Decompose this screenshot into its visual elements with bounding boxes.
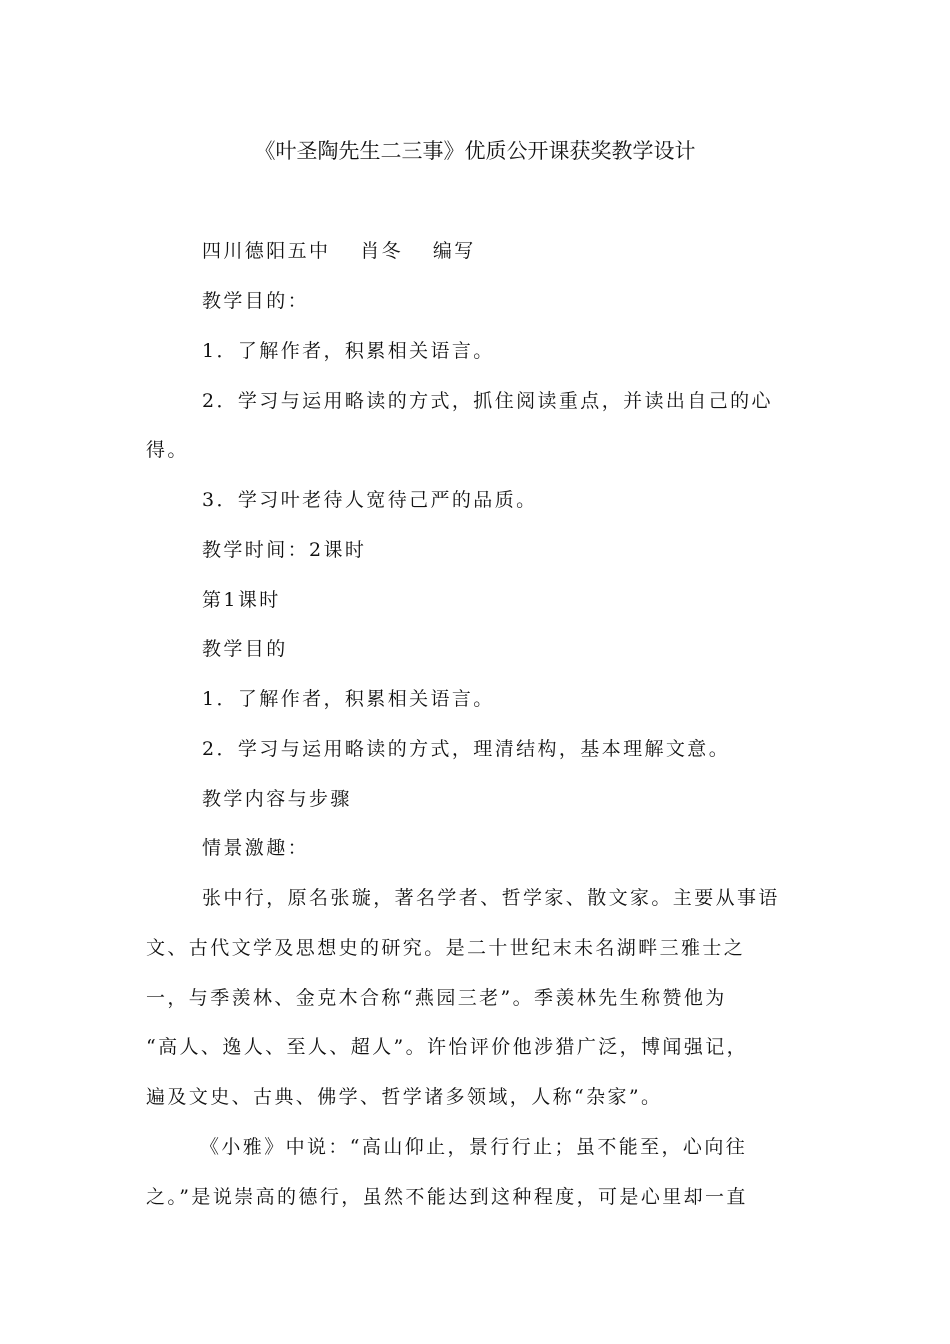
text-line: 一，与季羡林、金克木合称“燕园三老”。季羡林先生称赞他为: [146, 987, 727, 1009]
text-line: 第1课时: [202, 589, 281, 611]
text-line: 1．了解作者，积累相关语言。: [202, 688, 495, 710]
text-line: 2．学习与运用略读的方式，理清结构，基本理解文意。: [202, 738, 731, 760]
text-line: 教学目的：: [202, 290, 310, 312]
text-line: 1．了解作者，积累相关语言。: [202, 340, 495, 362]
text-line: 遍及文史、古典、佛学、哲学诸多领域，人称“杂家”。: [146, 1086, 663, 1108]
text-line: “高人、逸人、至人、超人”。许怡评价他涉猎广泛，博闻强记，: [146, 1036, 749, 1058]
text-line: 之。”是说崇高的德行，虽然不能达到这种程度，可是心里却一直: [146, 1186, 748, 1208]
text-line: 《小雅》中说：“高山仰止，景行行止；虽不能至，心向往: [200, 1136, 748, 1158]
text-line: 得。: [146, 439, 189, 461]
text-line: 教学内容与步骤: [202, 788, 352, 810]
text-line: 张中行，原名张璇，著名学者、哲学家、散文家。主要从事语: [202, 887, 780, 909]
document-title: 《叶圣陶先生二三事》优质公开课获奖教学设计: [254, 139, 696, 163]
text-line: 3．学习叶老待人宽待己严的品质。: [202, 489, 538, 511]
text-line: 情景激趣：: [202, 837, 310, 859]
text-line: 教学时间：2课时: [202, 539, 367, 561]
author-line: 四川德阳五中 肖冬 编写: [202, 240, 476, 262]
text-line: 2．学习与运用略读的方式，抓住阅读重点，并读出自己的心: [202, 390, 773, 412]
text-line: 文、古代文学及思想史的研究。是二十世纪末未名湖畔三雅士之: [146, 937, 746, 959]
text-line: 教学目的: [202, 638, 288, 660]
